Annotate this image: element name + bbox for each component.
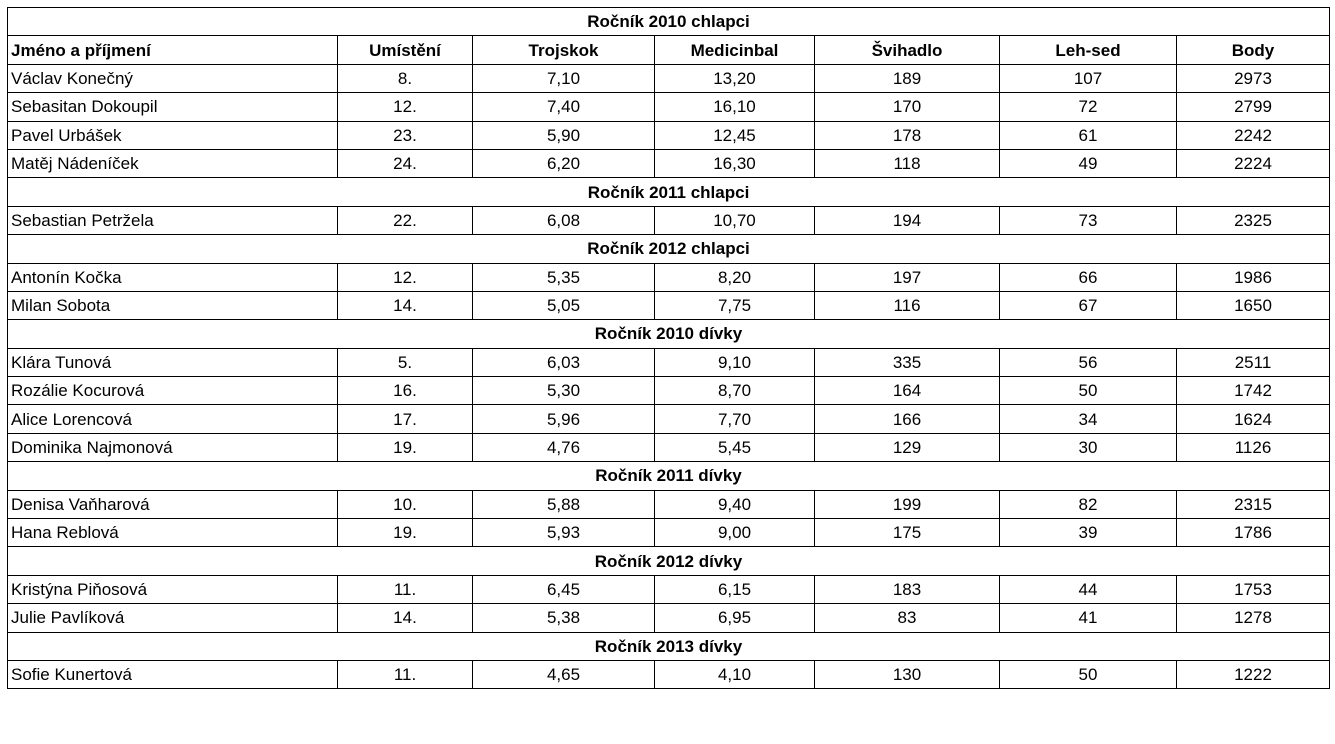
table-row <box>8 660 1330 688</box>
column-header-row <box>8 36 1330 64</box>
table-cell: 1986 <box>1177 263 1330 291</box>
table-cell: 66 <box>1000 263 1177 291</box>
table-cell: 199 <box>815 490 1000 518</box>
table-cell: 118 <box>815 149 1000 177</box>
table-cell: 5,45 <box>655 433 815 461</box>
group-title: Ročník 2012 chlapci <box>8 235 1330 263</box>
table-cell: 16,30 <box>655 149 815 177</box>
table-cell: 335 <box>815 348 1000 376</box>
table-row <box>8 149 1330 177</box>
table-cell: 130 <box>815 660 1000 688</box>
table-row <box>8 64 1330 92</box>
table-row <box>8 490 1330 518</box>
athlete-name-cell: Sebastian Petržela <box>8 206 338 234</box>
table-cell: 67 <box>1000 291 1177 319</box>
table-cell: 23. <box>338 121 473 149</box>
athlete-name-cell: Dominika Najmonová <box>8 433 338 461</box>
table-cell: 1126 <box>1177 433 1330 461</box>
table-cell: 129 <box>815 433 1000 461</box>
table-cell: 12,45 <box>655 121 815 149</box>
group-title-row <box>8 178 1330 206</box>
table-cell: 1742 <box>1177 377 1330 405</box>
table-cell: 1650 <box>1177 291 1330 319</box>
table-cell: 14. <box>338 604 473 632</box>
table-row <box>8 405 1330 433</box>
table-cell: 44 <box>1000 575 1177 603</box>
group-title-row <box>8 547 1330 575</box>
athlete-name-cell: Denisa Vaňharová <box>8 490 338 518</box>
column-header: Švihadlo <box>815 36 1000 64</box>
table-cell: 34 <box>1000 405 1177 433</box>
table-cell: 4,76 <box>473 433 655 461</box>
group-title: Ročník 2013 dívky <box>8 632 1330 660</box>
table-cell: 9,10 <box>655 348 815 376</box>
athlete-name-cell: Julie Pavlíková <box>8 604 338 632</box>
column-header: Umístění <box>338 36 473 64</box>
table-cell: 5,38 <box>473 604 655 632</box>
table-cell: 7,10 <box>473 64 655 92</box>
table-cell: 5,96 <box>473 405 655 433</box>
table-cell: 1278 <box>1177 604 1330 632</box>
table-cell: 7,70 <box>655 405 815 433</box>
table-cell: 5. <box>338 348 473 376</box>
table-cell: 1624 <box>1177 405 1330 433</box>
table-row <box>8 93 1330 121</box>
table-row <box>8 575 1330 603</box>
athlete-name-cell: Matěj Nádeníček <box>8 149 338 177</box>
table-cell: 6,15 <box>655 575 815 603</box>
table-cell: 5,88 <box>473 490 655 518</box>
athlete-name-cell: Pavel Urbášek <box>8 121 338 149</box>
table-cell: 6,20 <box>473 149 655 177</box>
table-cell: 73 <box>1000 206 1177 234</box>
athlete-name-cell: Alice Lorencová <box>8 405 338 433</box>
table-cell: 8,70 <box>655 377 815 405</box>
athlete-name-cell: Václav Konečný <box>8 64 338 92</box>
athlete-name-cell: Hana Reblová <box>8 519 338 547</box>
table-cell: 19. <box>338 433 473 461</box>
table-cell: 61 <box>1000 121 1177 149</box>
table-cell: 197 <box>815 263 1000 291</box>
group-title: Ročník 2011 dívky <box>8 462 1330 490</box>
table-body <box>8 8 1330 689</box>
table-cell: 10,70 <box>655 206 815 234</box>
table-cell: 24. <box>338 149 473 177</box>
table-cell: 2242 <box>1177 121 1330 149</box>
table-cell: 72 <box>1000 93 1177 121</box>
group-title: Ročník 2011 chlapci <box>8 178 1330 206</box>
table-cell: 12. <box>338 263 473 291</box>
table-cell: 178 <box>815 121 1000 149</box>
table-cell: 2799 <box>1177 93 1330 121</box>
table-cell: 12. <box>338 93 473 121</box>
table-row <box>8 206 1330 234</box>
table-cell: 1222 <box>1177 660 1330 688</box>
table-cell: 170 <box>815 93 1000 121</box>
table-cell: 14. <box>338 291 473 319</box>
table-row <box>8 519 1330 547</box>
group-title-row <box>8 320 1330 348</box>
table-cell: 56 <box>1000 348 1177 376</box>
athlete-name-cell: Kristýna Piňosová <box>8 575 338 603</box>
table-cell: 8. <box>338 64 473 92</box>
table-cell: 22. <box>338 206 473 234</box>
table-cell: 41 <box>1000 604 1177 632</box>
table-cell: 83 <box>815 604 1000 632</box>
table-cell: 49 <box>1000 149 1177 177</box>
table-cell: 16. <box>338 377 473 405</box>
table-cell: 194 <box>815 206 1000 234</box>
table-cell: 39 <box>1000 519 1177 547</box>
table-cell: 5,05 <box>473 291 655 319</box>
athlete-name-cell: Sebasitan Dokoupil <box>8 93 338 121</box>
table-cell: 10. <box>338 490 473 518</box>
table-cell: 2224 <box>1177 149 1330 177</box>
group-title-row <box>8 8 1330 36</box>
table-cell: 2325 <box>1177 206 1330 234</box>
table-cell: 82 <box>1000 490 1177 518</box>
column-header: Trojskok <box>473 36 655 64</box>
athlete-name-cell: Antonín Kočka <box>8 263 338 291</box>
table-cell: 6,03 <box>473 348 655 376</box>
table-cell: 4,65 <box>473 660 655 688</box>
group-title-row <box>8 235 1330 263</box>
table-cell: 4,10 <box>655 660 815 688</box>
table-row <box>8 263 1330 291</box>
group-title-row <box>8 632 1330 660</box>
column-header: Body <box>1177 36 1330 64</box>
table-cell: 164 <box>815 377 1000 405</box>
table-cell: 107 <box>1000 64 1177 92</box>
table-cell: 16,10 <box>655 93 815 121</box>
table-cell: 8,20 <box>655 263 815 291</box>
table-row <box>8 377 1330 405</box>
table-cell: 13,20 <box>655 64 815 92</box>
table-cell: 116 <box>815 291 1000 319</box>
table-cell: 166 <box>815 405 1000 433</box>
table-cell: 5,35 <box>473 263 655 291</box>
table-cell: 6,45 <box>473 575 655 603</box>
table-cell: 50 <box>1000 660 1177 688</box>
table-cell: 9,40 <box>655 490 815 518</box>
column-header: Medicinbal <box>655 36 815 64</box>
table-cell: 2511 <box>1177 348 1330 376</box>
table-row <box>8 121 1330 149</box>
table-cell: 11. <box>338 575 473 603</box>
group-title: Ročník 2012 dívky <box>8 547 1330 575</box>
table-row <box>8 348 1330 376</box>
column-header: Leh-sed <box>1000 36 1177 64</box>
table-cell: 2315 <box>1177 490 1330 518</box>
table-cell: 17. <box>338 405 473 433</box>
table-cell: 6,08 <box>473 206 655 234</box>
table-cell: 2973 <box>1177 64 1330 92</box>
athlete-name-cell: Sofie Kunertová <box>8 660 338 688</box>
table-cell: 189 <box>815 64 1000 92</box>
athlete-name-cell: Rozálie Kocurová <box>8 377 338 405</box>
table-cell: 5,93 <box>473 519 655 547</box>
table-cell: 19. <box>338 519 473 547</box>
group-title: Ročník 2010 chlapci <box>8 8 1330 36</box>
table-cell: 9,00 <box>655 519 815 547</box>
table-row <box>8 604 1330 632</box>
table-cell: 1753 <box>1177 575 1330 603</box>
table-cell: 6,95 <box>655 604 815 632</box>
column-header: Jméno a příjmení <box>8 36 338 64</box>
athlete-name-cell: Milan Sobota <box>8 291 338 319</box>
table-cell: 30 <box>1000 433 1177 461</box>
table-cell: 5,90 <box>473 121 655 149</box>
group-title-row <box>8 462 1330 490</box>
table-cell: 183 <box>815 575 1000 603</box>
table-row <box>8 291 1330 319</box>
table-cell: 11. <box>338 660 473 688</box>
table-cell: 5,30 <box>473 377 655 405</box>
table-cell: 7,40 <box>473 93 655 121</box>
table-cell: 1786 <box>1177 519 1330 547</box>
table-cell: 50 <box>1000 377 1177 405</box>
athlete-name-cell: Klára Tunová <box>8 348 338 376</box>
table-row <box>8 433 1330 461</box>
group-title: Ročník 2010 dívky <box>8 320 1330 348</box>
table-cell: 175 <box>815 519 1000 547</box>
table-cell: 7,75 <box>655 291 815 319</box>
results-table <box>7 7 1330 689</box>
